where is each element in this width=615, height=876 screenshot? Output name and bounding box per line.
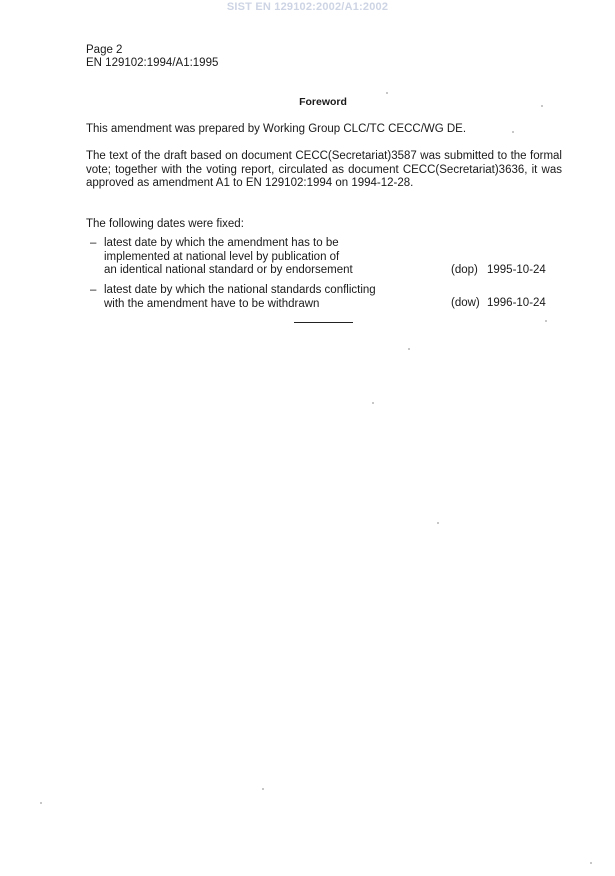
scan-speck <box>386 92 388 94</box>
page-header <box>86 44 218 70</box>
scan-speck <box>372 402 374 404</box>
page-number: Page 2 <box>86 44 123 56</box>
scan-speck <box>40 802 42 804</box>
text-line: with the amendment have to be withdrawn <box>104 297 320 310</box>
list-item-dow <box>90 284 560 312</box>
text-line: latest date by which the national standards conflicting <box>104 284 376 296</box>
foreword-heading: Foreword <box>299 96 347 108</box>
list-item-dop <box>90 237 560 278</box>
date-value: 1995-10-24 <box>487 264 546 276</box>
document-reference: EN 129102:1994/A1:1995 <box>86 57 219 69</box>
date-value: 1996-10-24 <box>487 297 546 309</box>
list-item-text <box>104 284 444 311</box>
scan-speck <box>408 348 410 350</box>
scan-speck <box>512 131 514 133</box>
scan-speck <box>590 862 592 864</box>
scan-speck <box>545 320 547 322</box>
watermark-text: SIST EN 129102:2002/A1:2002 <box>226 1 389 13</box>
scan-speck <box>541 105 543 107</box>
paragraph-dates-intro: The following dates were fixed: <box>86 218 244 230</box>
scan-speck <box>262 788 264 790</box>
text-line: implemented at national level by publication of <box>104 250 340 263</box>
text-line: latest date by which the amendment has to be <box>104 237 339 249</box>
paragraph-prepared-by: This amendment was prepared by Working Group CLC/TC CECC/WG DE. <box>86 123 467 135</box>
end-rule <box>294 322 353 323</box>
date-code: (dop) <box>451 264 478 276</box>
paragraph-draft-approval: The text of the draft based on document CECC(Secretariat)3587 was submitted to the formal vote; together with the voting report, circulated as document CECC(Secretariat)3636, it was approved as amendment A1 to EN 129102:1994 on 1994-12-28. <box>86 150 562 189</box>
list-item-text <box>104 237 444 278</box>
date-code: (dow) <box>451 297 480 309</box>
list-dash: – <box>90 237 97 249</box>
text-line: an identical national standard or by endorsement <box>104 264 353 276</box>
scan-speck <box>437 522 439 524</box>
list-dash: – <box>90 284 97 296</box>
